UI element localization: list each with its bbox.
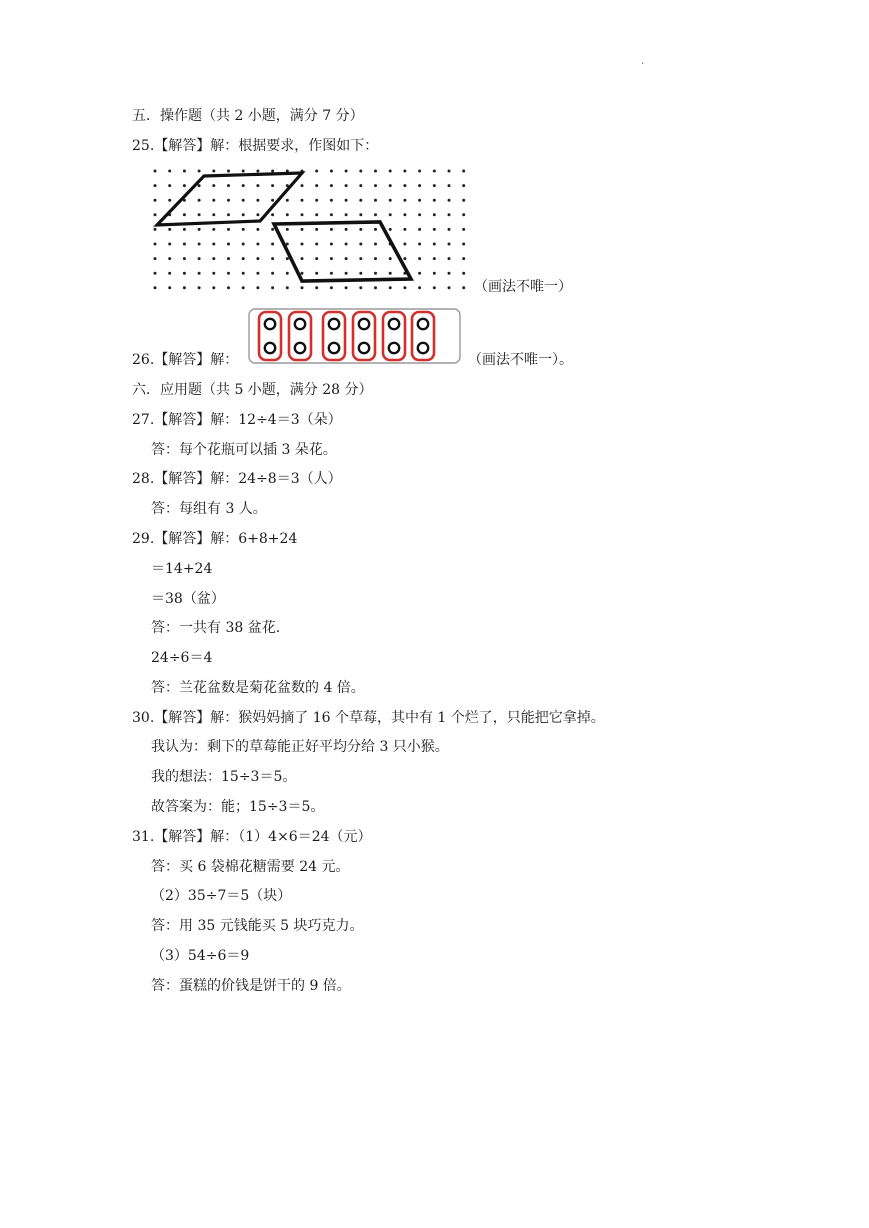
grid-dot — [242, 286, 245, 289]
grid-dot — [433, 199, 436, 202]
grid-dot — [345, 228, 348, 231]
grid-dot — [359, 184, 362, 187]
grid-dot — [242, 257, 245, 260]
grid-dot — [242, 213, 245, 216]
grid-dot — [256, 272, 259, 275]
q26-answer-head: 26.【解答】解： — [132, 352, 239, 368]
q29-line-3: ＝38（盆） — [151, 591, 225, 607]
grid-dot — [462, 184, 465, 187]
q30-line-3: 我的想法：15÷3＝5。 — [151, 769, 297, 785]
grid-dot — [227, 286, 230, 289]
q31-line-4: 答：用 35 元钱能买 5 块巧克力。 — [151, 918, 364, 934]
q31-line-2: 答：买 6 袋棉花糖需要 24 元。 — [151, 859, 350, 875]
grid-dot — [256, 184, 259, 187]
group-circle — [389, 319, 399, 329]
grid-dot — [389, 286, 392, 289]
grid-dot — [330, 243, 333, 246]
q31-line-5: （3）54÷6＝9 — [151, 948, 250, 964]
grid-dot — [271, 272, 274, 275]
grid-dot — [330, 272, 333, 275]
grid-dot — [315, 257, 318, 260]
grid-dot — [242, 170, 245, 173]
grid-dot — [183, 286, 186, 289]
grid-dot — [198, 170, 201, 173]
grid-dot — [271, 286, 274, 289]
grid-dot — [256, 243, 259, 246]
grid-dot — [315, 243, 318, 246]
q31-line-6: 答：蛋糕的价钱是饼干的 9 倍。 — [151, 978, 351, 994]
grid-dot — [301, 257, 304, 260]
grid-dot — [242, 199, 245, 202]
q29-line-6: 答：兰花盆数是菊花盆数的 4 倍。 — [151, 680, 365, 696]
grid-dot — [154, 184, 157, 187]
grid-dot — [330, 286, 333, 289]
grid-dot — [154, 228, 157, 231]
grid-dot — [315, 213, 318, 216]
grid-dot — [418, 199, 421, 202]
grid-dot — [271, 228, 274, 231]
grid-dot — [212, 286, 215, 289]
group-circle — [265, 343, 275, 353]
grid-dot — [403, 199, 406, 202]
grid-dot — [448, 170, 451, 173]
grid-dot — [374, 272, 377, 275]
grid-dot — [183, 184, 186, 187]
grid-dot — [301, 228, 304, 231]
grid-dot — [183, 257, 186, 260]
grid-dot — [389, 272, 392, 275]
grid-dot — [462, 243, 465, 246]
grid-dot — [168, 243, 171, 246]
grid-dot — [418, 243, 421, 246]
grid-dot — [227, 228, 230, 231]
grid-dot — [374, 199, 377, 202]
grid-dot — [286, 199, 289, 202]
grid-dot — [227, 257, 230, 260]
grid-dot — [433, 184, 436, 187]
grid-dot — [389, 257, 392, 260]
grid-dot — [183, 170, 186, 173]
grid-dot — [374, 257, 377, 260]
q29-line-1: 29.【解答】解：6+8+24 — [132, 531, 298, 547]
dot-grid-parallelogram-figure — [152, 166, 474, 294]
grid-dot — [286, 257, 289, 260]
grid-dot — [359, 228, 362, 231]
grid-dot — [315, 199, 318, 202]
group-circle — [295, 343, 305, 353]
header-mark: . — [641, 56, 645, 67]
grid-dot — [198, 272, 201, 275]
grid-dot — [256, 228, 259, 231]
grid-dot — [227, 199, 230, 202]
grid-dot — [462, 286, 465, 289]
grid-dot — [198, 199, 201, 202]
grid-dot — [212, 243, 215, 246]
grid-dot — [418, 228, 421, 231]
grid-dot — [154, 170, 157, 173]
grid-dot — [448, 228, 451, 231]
grid-dot — [403, 213, 406, 216]
q27-line-1: 27.【解答】解：12÷4＝3（朵） — [132, 412, 342, 428]
grid-dot — [301, 286, 304, 289]
q27-line-2: 答：每个花瓶可以插 3 朵花。 — [151, 442, 337, 458]
grid-dot — [389, 199, 392, 202]
parallelogram-upper — [157, 173, 302, 225]
grid-dot — [330, 228, 333, 231]
grid-dot — [271, 199, 274, 202]
group-circle — [329, 343, 339, 353]
grid-dot — [168, 170, 171, 173]
grid-dot — [359, 213, 362, 216]
grid-dot — [183, 272, 186, 275]
grid-dot — [345, 170, 348, 173]
grid-dot — [198, 228, 201, 231]
q30-line-4: 故答案为：能；15÷3＝5。 — [151, 799, 325, 815]
grid-dot — [315, 170, 318, 173]
grid-dot — [374, 213, 377, 216]
grid-dot — [315, 184, 318, 187]
q31-line-3: （2）35÷7＝5（块） — [151, 888, 292, 904]
grid-dot — [374, 286, 377, 289]
grid-dot — [168, 199, 171, 202]
grid-dot — [462, 228, 465, 231]
grid-dot — [212, 257, 215, 260]
grid-dot — [168, 184, 171, 187]
grid-dot — [271, 257, 274, 260]
circle-groups-figure — [248, 308, 461, 364]
grid-dot — [154, 213, 157, 216]
grid-dot — [242, 184, 245, 187]
grid-dot — [345, 272, 348, 275]
grid-dot — [301, 213, 304, 216]
grid-dot — [198, 213, 201, 216]
grid-dot — [359, 170, 362, 173]
grid-dot — [198, 257, 201, 260]
grid-dot — [418, 286, 421, 289]
grid-dot — [389, 170, 392, 173]
grid-dot — [448, 184, 451, 187]
group-circle — [329, 319, 339, 329]
grid-dots — [154, 170, 466, 290]
grid-dot — [154, 199, 157, 202]
grid-dot — [330, 170, 333, 173]
grid-dot — [448, 243, 451, 246]
grid-dot — [330, 213, 333, 216]
group-circle — [418, 319, 428, 329]
grid-dot — [374, 228, 377, 231]
grid-dot — [301, 243, 304, 246]
grid-dot — [345, 184, 348, 187]
grid-dot — [433, 170, 436, 173]
grid-dot — [256, 199, 259, 202]
grid-dot — [168, 228, 171, 231]
grid-dot — [286, 228, 289, 231]
grid-dot — [168, 257, 171, 260]
grid-dot — [315, 286, 318, 289]
grid-dot — [198, 286, 201, 289]
grid-dot — [345, 243, 348, 246]
grid-dot — [359, 257, 362, 260]
grid-dot — [345, 257, 348, 260]
grid-dot — [433, 228, 436, 231]
grid-dot — [154, 243, 157, 246]
grid-dot — [227, 170, 230, 173]
grid-dot — [330, 184, 333, 187]
grid-dot — [256, 213, 259, 216]
q25-answer-head: 25.【解答】解：根据要求，作图如下： — [132, 138, 379, 154]
grid-dot — [227, 243, 230, 246]
grid-dot — [359, 243, 362, 246]
grid-dot — [242, 228, 245, 231]
grid-dot — [359, 199, 362, 202]
group-circle — [265, 319, 275, 329]
grid-dot — [212, 184, 215, 187]
grid-dot — [433, 272, 436, 275]
grid-dot — [198, 243, 201, 246]
group-circle — [295, 319, 305, 329]
q29-line-5: 24÷6＝4 — [151, 650, 213, 666]
grid-dot — [448, 213, 451, 216]
grid-dot — [403, 184, 406, 187]
grid-dot — [154, 257, 157, 260]
grid-dot — [448, 199, 451, 202]
grid-dot — [345, 286, 348, 289]
q31-line-1: 31.【解答】解：（1）4×6＝24（元） — [132, 829, 372, 845]
grid-dot — [227, 213, 230, 216]
grid-dot — [315, 228, 318, 231]
grid-dot — [212, 213, 215, 216]
grid-dot — [345, 213, 348, 216]
grid-dot — [403, 257, 406, 260]
grid-dot — [389, 184, 392, 187]
grid-dot — [256, 257, 259, 260]
grid-dot — [286, 272, 289, 275]
grid-dot — [168, 286, 171, 289]
grid-dot — [301, 272, 304, 275]
grid-dot — [374, 243, 377, 246]
grid-dot — [154, 286, 157, 289]
grid-dot — [462, 199, 465, 202]
grid-dot — [183, 228, 186, 231]
grid-dot — [418, 170, 421, 173]
grid-dot — [359, 272, 362, 275]
q28-line-2: 答：每组有 3 人。 — [151, 501, 267, 517]
grid-dot — [183, 213, 186, 216]
grid-dot — [403, 228, 406, 231]
grid-dot — [212, 272, 215, 275]
grid-dot — [418, 257, 421, 260]
grid-dot — [301, 184, 304, 187]
grid-dot — [403, 243, 406, 246]
grid-dot — [433, 213, 436, 216]
grid-dot — [286, 213, 289, 216]
grid-dot — [403, 286, 406, 289]
grid-dot — [227, 272, 230, 275]
grid-dot — [227, 184, 230, 187]
grid-dot — [242, 243, 245, 246]
grid-dot — [212, 199, 215, 202]
grid-dot — [345, 199, 348, 202]
grid-dot — [271, 243, 274, 246]
q26-note: （画法不唯一）。 — [468, 352, 573, 368]
grid-dot — [418, 184, 421, 187]
grid-dot — [418, 213, 421, 216]
grid-dot — [330, 199, 333, 202]
grid-dot — [271, 184, 274, 187]
grid-dot — [286, 286, 289, 289]
section-5-title: 五．操作题（共 2 小题，满分 7 分） — [132, 108, 364, 124]
section-6-title: 六．应用题（共 5 小题，满分 28 分） — [132, 382, 373, 398]
grid-dot — [168, 272, 171, 275]
grid-dot — [374, 184, 377, 187]
q29-line-2: ＝14+24 — [151, 561, 213, 577]
grid-dot — [212, 170, 215, 173]
grid-dot — [448, 286, 451, 289]
grid-dot — [212, 228, 215, 231]
group-circle — [359, 319, 369, 329]
grid-dot — [462, 272, 465, 275]
q25-note: （画法不唯一） — [474, 279, 572, 295]
group-circle — [359, 343, 369, 353]
grid-dot — [462, 257, 465, 260]
grid-dot — [448, 257, 451, 260]
grid-dot — [315, 272, 318, 275]
grid-dot — [433, 243, 436, 246]
grid-dot — [448, 272, 451, 275]
grid-dot — [433, 257, 436, 260]
grid-dot — [403, 170, 406, 173]
grid-dot — [374, 170, 377, 173]
grid-dot — [198, 184, 201, 187]
q30-line-2: 我认为：剩下的草莓能正好平均分给 3 只小猴。 — [151, 739, 449, 755]
grid-dot — [301, 199, 304, 202]
q30-line-1: 30.【解答】解：猴妈妈摘了 16 个草莓，其中有 1 个烂了，只能把它拿掉。 — [132, 710, 605, 726]
group-circle — [418, 343, 428, 353]
grid-dot — [183, 243, 186, 246]
q28-line-1: 28.【解答】解：24÷8＝3（人） — [132, 471, 342, 487]
grid-dot — [418, 272, 421, 275]
grid-dot — [359, 286, 362, 289]
grid-dot — [154, 272, 157, 275]
grid-dot — [433, 286, 436, 289]
grid-dot — [330, 257, 333, 260]
grid-dot — [389, 213, 392, 216]
grid-dot — [256, 286, 259, 289]
grid-dot — [271, 213, 274, 216]
grid-dot — [256, 170, 259, 173]
grid-dot — [462, 213, 465, 216]
grid-dot — [242, 272, 245, 275]
group-circle — [389, 343, 399, 353]
grid-dot — [389, 228, 392, 231]
q29-line-4: 答：一共有 38 盆花. — [151, 620, 281, 636]
grid-dot — [271, 170, 274, 173]
grid-dot — [462, 170, 465, 173]
